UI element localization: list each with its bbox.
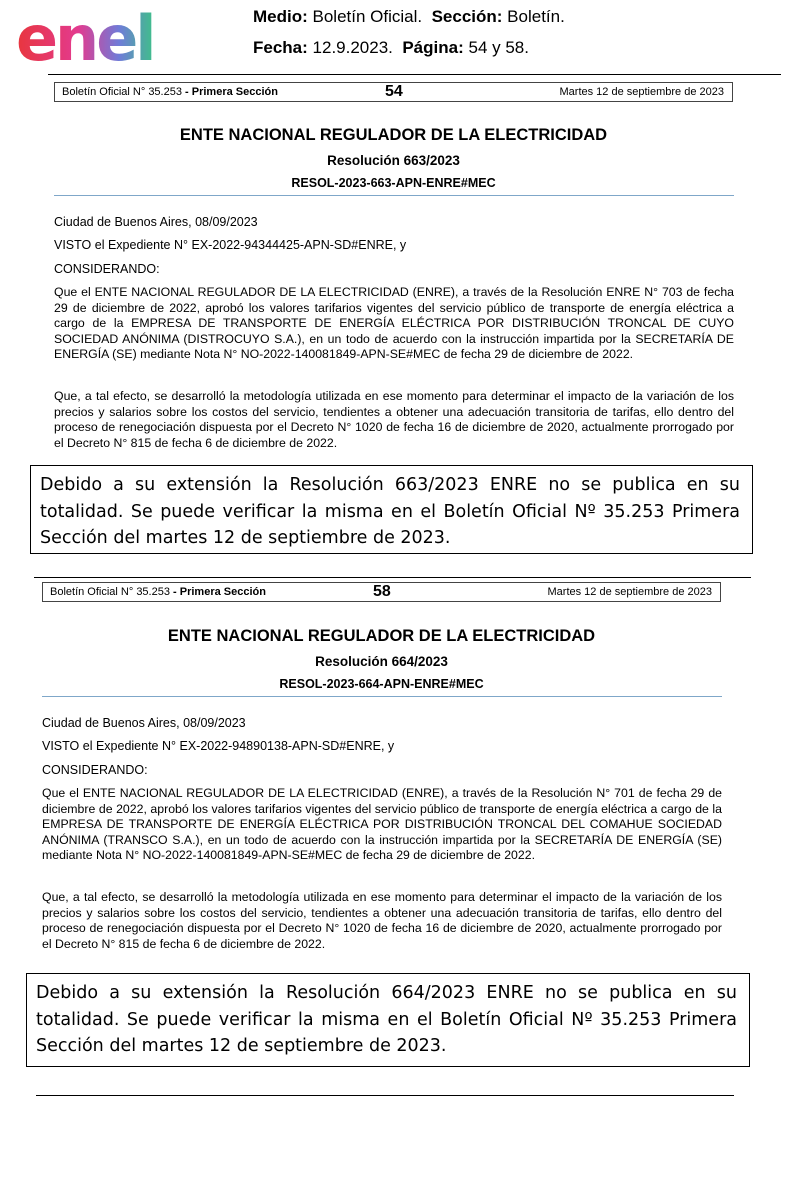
pagina-value: 54 y 58. (468, 38, 529, 57)
clipping-divider (34, 577, 751, 578)
resolution-code: RESOL-2023-663-APN-ENRE#MEC (291, 176, 496, 190)
notice-box: Debido a su extensión la Resolución 664/2023 ENRE no se publica en su totalidad. Se puede verificar la misma en el Boletín Oficial Nº 35.253 Primera Sección del martes 12 de septiembre de 2023. (26, 973, 750, 1067)
visto-line: VISTO el Expediente N° EX-2022-94344425-APN-SD#ENRE, y (54, 238, 407, 252)
title-rule (54, 195, 734, 196)
fecha-value: 12.9.2023. (312, 38, 393, 57)
bulletin-id: Boletín Oficial N° 35.253 - Primera Sección (50, 586, 266, 598)
considerando-label: CONSIDERANDO: (42, 763, 148, 777)
visto-line: VISTO el Expediente N° EX-2022-94890138-APN-SD#ENRE, y (42, 739, 395, 753)
notice-box: Debido a su extensión la Resolución 663/2023 ENRE no se publica en su totalidad. Se puede verificar la misma en el Boletín Oficial Nº 35.253 Primera Sección del martes 12 de septiembre de 2023. (30, 465, 753, 554)
page-number: 58 (373, 583, 391, 600)
resolution-title: Resolución 664/2023 (315, 654, 448, 669)
title-rule (42, 696, 722, 697)
resolution-code: RESOL-2023-664-APN-ENRE#MEC (279, 677, 484, 691)
city-date: Ciudad de Buenos Aires, 08/09/2023 (42, 716, 246, 730)
page-number: 54 (385, 83, 403, 100)
bulletin-header-bar (42, 582, 721, 602)
meta-line-2 (253, 38, 529, 58)
enel-logo (16, 4, 181, 68)
paragraph-2: Que, a tal efecto, se desarrolló la metodología utilizada en ese momento para determinar el impacto de la variación de los precios y salarios sobre los costos del servicio, tendientes a obtener una adecuación transitoria de tarifas, ello dentro del proceso de renegociación dispuesta por el Decreto N° 1020 de fecha 16 de diciembre de 2020, actualmente prorrogado por el Decreto N° 815 de fecha 6 de diciembre de 2022. (54, 389, 734, 450)
entity-title: ENTE NACIONAL REGULADOR DE LA ELECTRICIDAD (179, 126, 608, 144)
fecha-label: Fecha: (253, 38, 308, 57)
bulletin-date: Martes 12 de septiembre de 2023 (547, 586, 712, 598)
pagina-label: Página: (402, 38, 464, 57)
medio-label: Medio: (253, 7, 308, 26)
header-divider (48, 74, 781, 75)
seccion-label: Sección: (431, 7, 503, 26)
medio-value: Boletín Oficial. (312, 7, 423, 26)
meta-line-1 (253, 7, 565, 27)
considerando-label: CONSIDERANDO: (54, 262, 160, 276)
bulletin-date: Martes 12 de septiembre de 2023 (559, 86, 724, 98)
paragraph-2: Que, a tal efecto, se desarrolló la metodología utilizada en ese momento para determinar el impacto de la variación de los precios y salarios sobre los costos del servicio, tendientes a obtener una adecuación transitoria de tarifas, ello dentro del proceso de renegociación dispuesta por el Decreto N° 1020 de fecha 16 de diciembre de 2020, actualmente prorrogado por el Decreto N° 815 de fecha 6 de diciembre de 2022. (42, 890, 722, 951)
entity-title: ENTE NACIONAL REGULADOR DE LA ELECTRICIDAD (167, 627, 596, 645)
city-date: Ciudad de Buenos Aires, 08/09/2023 (54, 215, 258, 229)
bottom-divider (36, 1095, 734, 1096)
seccion-value: Boletín. (507, 7, 565, 26)
bulletin-header-bar (54, 82, 733, 102)
bulletin-id: Boletín Oficial N° 35.253 - Primera Sección (62, 86, 278, 98)
paragraph-1: Que el ENTE NACIONAL REGULADOR DE LA ELECTRICIDAD (ENRE), a través de la Resolución ENRE N° 703 de fecha 29 de diciembre de 2022, aprobó los valores tarifarios vigentes del servicio público de transporte de energía eléctrica a cargo de la EMPRESA DE TRANSPORTE DE ENERGÍA ELÉCTRICA POR DISTRIBUCIÓN TRONCAL DE CUYO SOCIEDAD ANÓNIMA (DISTROCUYO S.A.), en un todo de acuerdo con la instrucción impartida por la SECRETARÍA DE ENERGÍA (SE) mediante Nota N° NO-2022-140081849-APN-SE#MEC de fecha 29 de diciembre de 2022. (54, 285, 734, 362)
resolution-title: Resolución 663/2023 (327, 153, 460, 168)
paragraph-1: Que el ENTE NACIONAL REGULADOR DE LA ELECTRICIDAD (ENRE), a través de la Resolución N° 701 de fecha 29 de diciembre de 2022, aprobó los valores tarifarios vigentes del servicio público de transporte de energía eléctrica a cargo de la EMPRESA DE TRANSPORTE DE ENERGÍA ELÉCTRICA POR DISTRIBUCIÓN TRONCAL DEL COMAHUE SOCIEDAD ANÓNIMA (TRANSCO S.A.), en un todo de acuerdo con la instrucción impartida por la SECRETARÍA DE ENERGÍA (SE) mediante Nota N° NO-2022-140081849-APN-SE#MEC de fecha 29 de diciembre de 2022. (42, 786, 722, 863)
logo-text: enel (16, 4, 154, 68)
